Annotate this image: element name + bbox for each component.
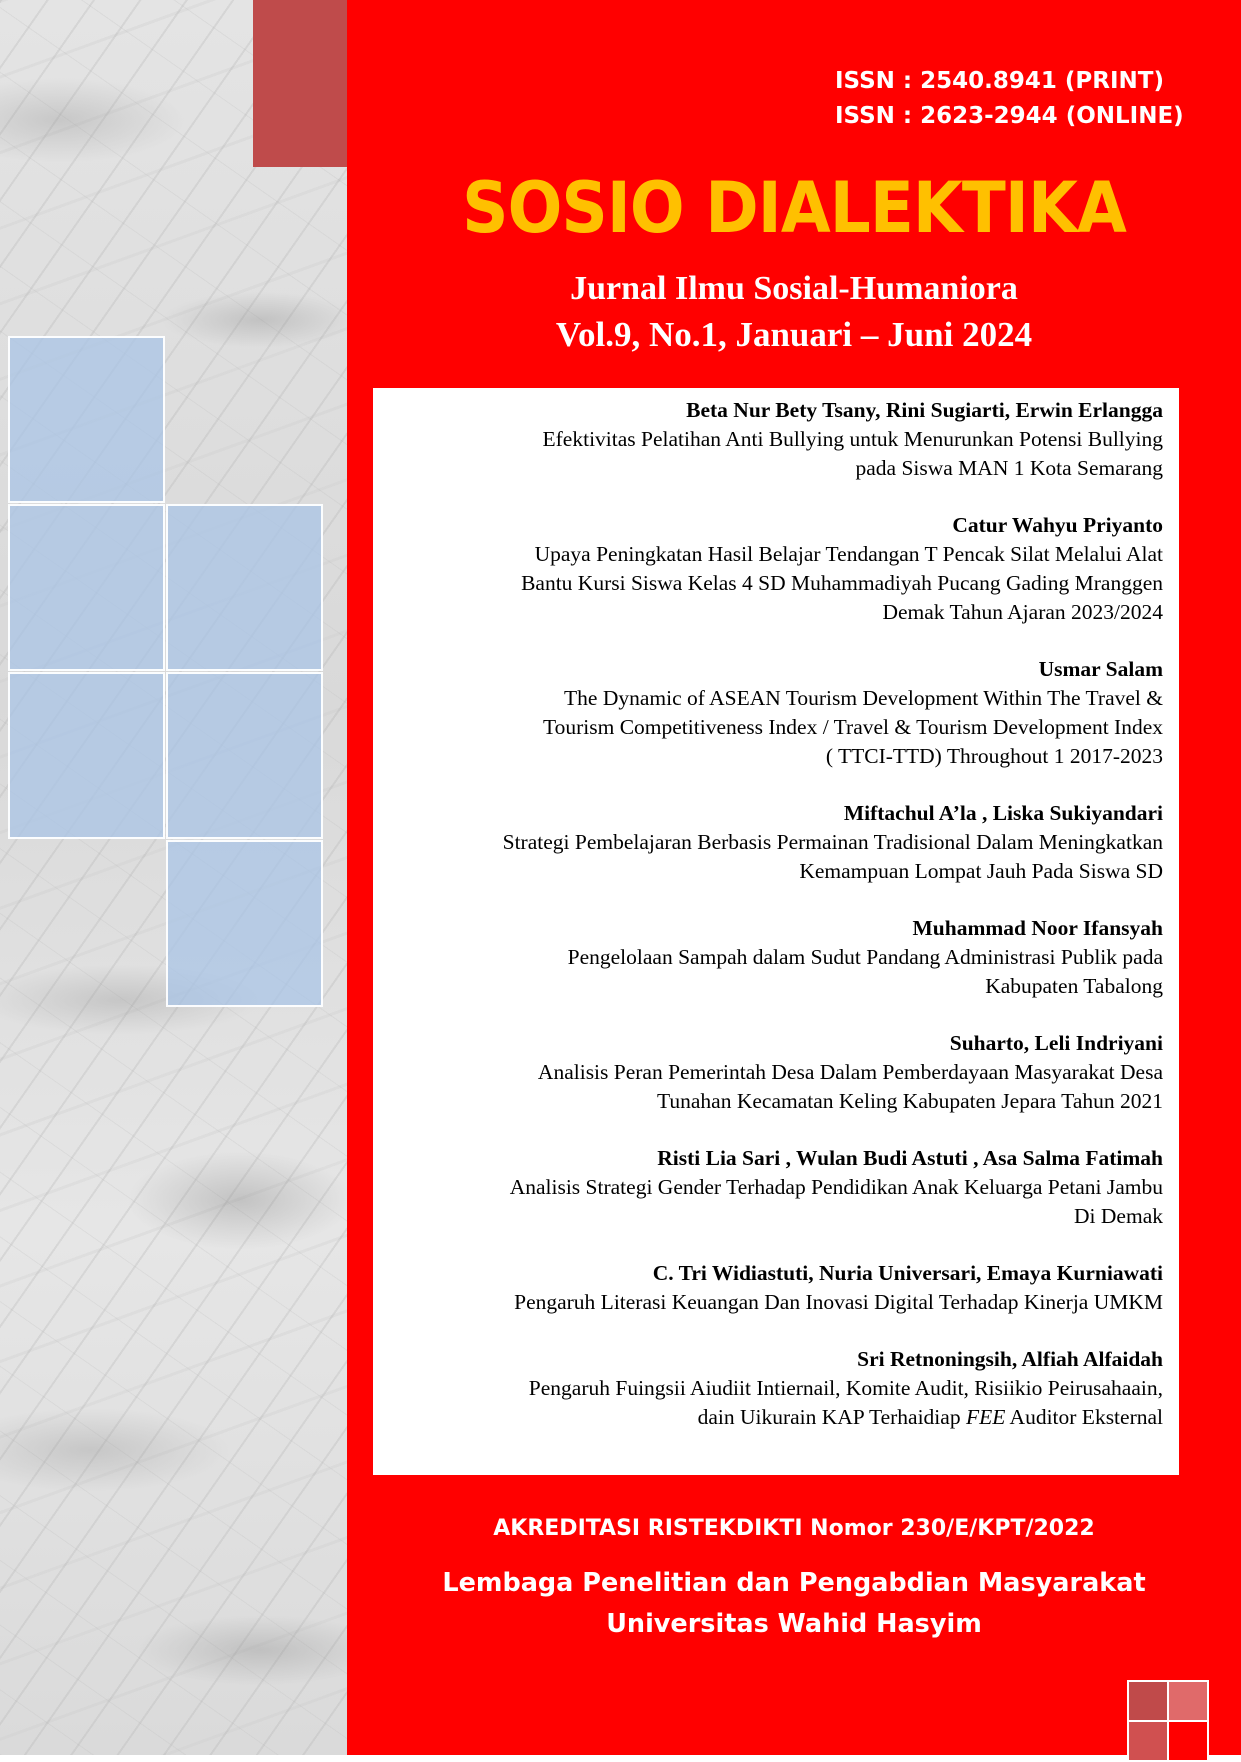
- article-title-line: Pengaruh Literasi Keuangan Dan Inovasi Digital Terhadap Kinerja UMKM: [514, 1290, 1163, 1314]
- article-title-line: Bantu Kursi Siswa Kelas 4 SD Muhammadiyah Pucang Gading Mranggen: [521, 571, 1163, 595]
- article-authors: Muhammad Noor Ifansyah: [912, 916, 1163, 940]
- decorative-blue-square: [8, 504, 165, 671]
- article-authors: C. Tri Widiastuti, Nuria Universari, Emaya Kurniawati: [652, 1261, 1163, 1285]
- article-entry: [383, 914, 1163, 1001]
- article-authors: Catur Wahyu Priyanto: [952, 513, 1163, 537]
- journal-title: SOSIO DIALEKTIKA: [462, 167, 1126, 249]
- article-title-line: The Dynamic of ASEAN Tourism Development Within The Travel &: [564, 686, 1163, 710]
- article-entry: [383, 511, 1163, 627]
- decorative-blue-square: [166, 672, 323, 839]
- article-entry: [383, 1259, 1163, 1317]
- article-title-line: ( TTCI-TTD) Throughout 1 2017-2023: [825, 744, 1163, 768]
- article-title-line: Pengelolaan Sampah dalam Sudut Pandang Administrasi Publik pada: [567, 945, 1163, 969]
- article-title-line: dain Uikurain KAP Terhaidiap FEE Auditor Eksternal: [697, 1405, 1163, 1429]
- journal-subtitle: Jurnal Ilmu Sosial-Humaniora: [570, 270, 1018, 307]
- article-entry: [383, 655, 1163, 771]
- dark-red-accent-block: [253, 0, 347, 167]
- article-authors: Suharto, Leli Indriyani: [949, 1031, 1163, 1055]
- article-entry: [383, 1345, 1163, 1432]
- article-title-line: Kabupaten Tabalong: [985, 974, 1163, 998]
- article-title-line: Pengaruh Fuingsii Aiudiit Intiernail, Komite Audit, Risiikio Peirusahaain,: [528, 1376, 1163, 1400]
- article-entry: [383, 799, 1163, 886]
- fee-italic: FEE: [965, 1405, 1006, 1429]
- article-entry: [383, 396, 1163, 483]
- article-title-line: Tourism Competitiveness Index / Travel & Tourism Development Index: [542, 715, 1163, 739]
- article-authors: Miftachul A’la , Liska Sukiyandari: [843, 801, 1163, 825]
- article-title-line: Strategi Pembelajaran Berbasis Permainan Tradisional Dalam Meningkatkan: [502, 830, 1163, 854]
- corner-decorative-square: [1127, 1720, 1169, 1762]
- institution-line-1: Lembaga Penelitian dan Pengabdian Masyarakat: [442, 1568, 1146, 1598]
- article-title-line: pada Siswa MAN 1 Kota Semarang: [855, 456, 1163, 480]
- decorative-blue-square: [166, 840, 323, 1007]
- article-title-line: Analisis Strategi Gender Terhadap Pendidikan Anak Keluarga Petani Jambu: [509, 1175, 1163, 1199]
- article-authors: Usmar Salam: [1038, 657, 1163, 681]
- article-title-line: Analisis Peran Pemerintah Desa Dalam Pemberdayaan Masyarakat Desa: [537, 1060, 1163, 1084]
- decorative-blue-square: [8, 336, 165, 503]
- issn-online: ISSN : 2623-2944 (ONLINE): [835, 103, 1184, 129]
- table-of-contents-box: [373, 388, 1179, 1475]
- corner-decorative-square: [1167, 1720, 1209, 1762]
- issn-print: ISSN : 2540.8941 (PRINT): [835, 68, 1164, 94]
- decorative-blue-square: [8, 672, 165, 839]
- journal-volume: Vol.9, No.1, Januari – Juni 2024: [555, 315, 1033, 354]
- article-authors: Risti Lia Sari , Wulan Budi Astuti , Asa Salma Fatimah: [657, 1146, 1163, 1170]
- article-authors: Beta Nur Bety Tsany, Rini Sugiarti, Erwin Erlangga: [686, 398, 1163, 422]
- article-authors: Sri Retnoningsih, Alfiah Alfaidah: [857, 1347, 1163, 1371]
- institution-line-2: Universitas Wahid Hasyim: [606, 1609, 982, 1639]
- article-entry: [383, 1029, 1163, 1116]
- article-title-line: Di Demak: [1074, 1204, 1163, 1228]
- decorative-blue-square: [166, 504, 323, 671]
- article-title-line: Demak Tahun Ajaran 2023/2024: [882, 600, 1163, 624]
- article-entry: [383, 1144, 1163, 1231]
- article-title-line: Tunahan Kecamatan Keling Kabupaten Jepara Tahun 2021: [657, 1089, 1163, 1113]
- corner-decorative-square: [1127, 1680, 1169, 1722]
- accreditation-text: AKREDITASI RISTEKDIKTI Nomor 230/E/KPT/2022: [493, 1516, 1095, 1541]
- corner-decorative-square: [1167, 1680, 1209, 1722]
- article-title-line: Kemampuan Lompat Jauh Pada Siswa SD: [799, 859, 1163, 883]
- article-title-line: Upaya Peningkatan Hasil Belajar Tendangan T Pencak Silat Melalui Alat: [534, 542, 1163, 566]
- article-title-line: Efektivitas Pelatihan Anti Bullying untuk Menurunkan Potensi Bullying: [542, 427, 1163, 451]
